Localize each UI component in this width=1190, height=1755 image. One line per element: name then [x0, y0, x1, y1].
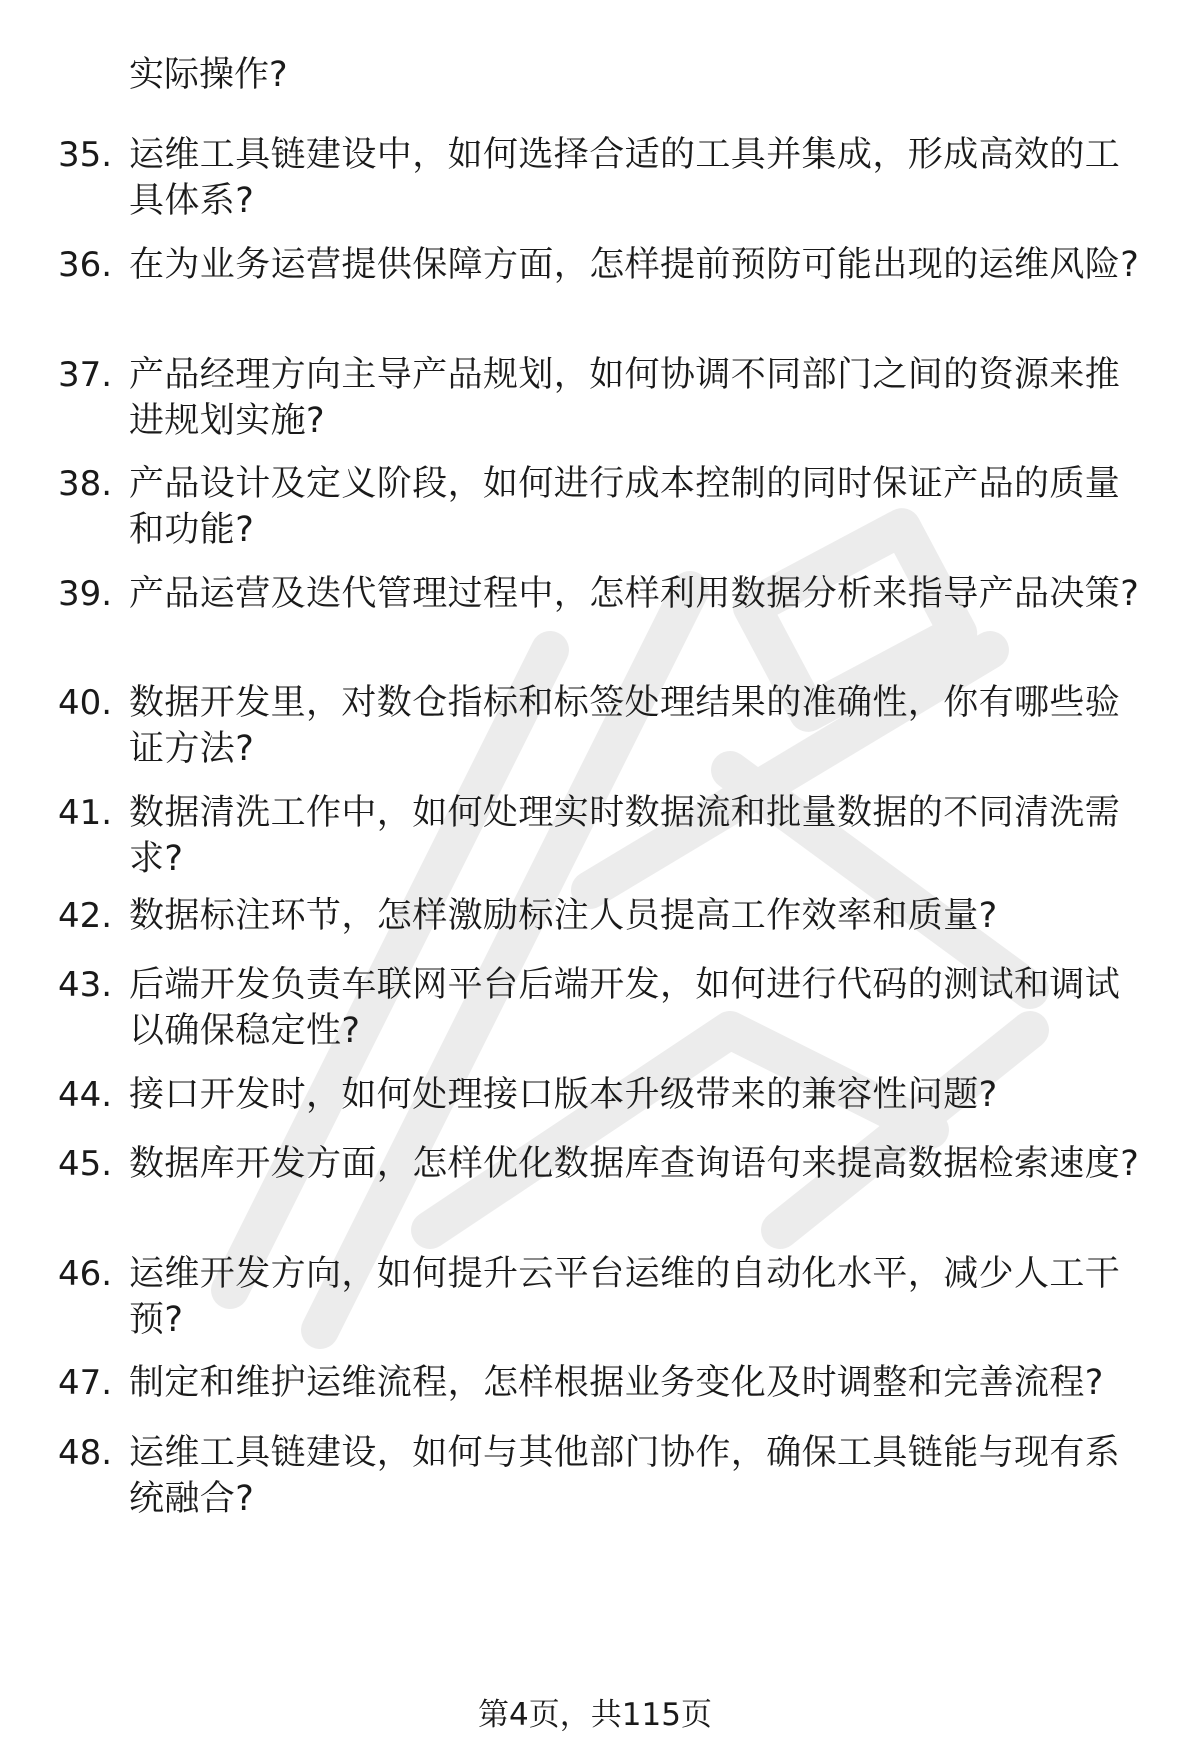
question-number: 36.: [58, 245, 113, 285]
question-item: [58, 132, 1148, 224]
question-number: 42.: [58, 896, 113, 936]
question-text: 产品经理方向主导产品规划，如何协调不同部门之间的资源来推进规划实施?: [129, 355, 1121, 441]
question-number: 43.: [58, 965, 113, 1005]
question-item: [58, 962, 1148, 1054]
page-footer: 第4页，共115页: [478, 1697, 712, 1733]
question-item: [58, 1360, 1148, 1406]
question-number: 48.: [58, 1433, 113, 1473]
question-item: [58, 1072, 1148, 1118]
question-number: 35.: [58, 135, 113, 175]
question-text: 数据清洗工作中，如何处理实时数据流和批量数据的不同清洗需求?: [129, 793, 1121, 879]
question-item: [58, 790, 1148, 882]
question-text: 在为业务运营提供保障方面，怎样提前预防可能出现的运维风险?: [129, 245, 1140, 285]
question-item: [58, 242, 1148, 288]
question-item: [58, 352, 1148, 444]
question-item: [58, 461, 1148, 553]
question-number: 39.: [58, 574, 113, 614]
question-text: 接口开发时，如何处理接口版本升级带来的兼容性问题?: [129, 1075, 998, 1115]
question-item: [58, 1430, 1148, 1522]
question-number: 40.: [58, 683, 113, 723]
question-number: 38.: [58, 464, 113, 504]
question-number: 45.: [58, 1144, 113, 1184]
question-text: 制定和维护运维流程，怎样根据业务变化及时调整和完善流程?: [129, 1363, 1104, 1403]
question-number: 44.: [58, 1075, 113, 1115]
question-text: 运维工具链建设中，如何选择合适的工具并集成，形成高效的工具体系?: [129, 135, 1121, 221]
question-text: 运维工具链建设，如何与其他部门协作，确保工具链能与现有系统融合?: [129, 1433, 1121, 1519]
continuation-text: 实际操作?: [129, 55, 288, 95]
question-text: 后端开发负责车联网平台后端开发，如何进行代码的测试和调试以确保稳定性?: [129, 965, 1121, 1051]
question-number: 41.: [58, 793, 113, 833]
question-item: [58, 680, 1148, 772]
question-text: 数据开发里，对数仓指标和标签处理结果的准确性，你有哪些验证方法?: [129, 683, 1121, 769]
question-text: 运维开发方向，如何提升云平台运维的自动化水平，减少人工干预?: [129, 1254, 1121, 1340]
question-number: 46.: [58, 1254, 113, 1294]
question-item: [58, 571, 1148, 617]
question-text: 数据标注环节，怎样激励标注人员提高工作效率和质量?: [129, 896, 998, 936]
question-text: 数据库开发方面，怎样优化数据库查询语句来提高数据检索速度?: [129, 1144, 1140, 1184]
question-number: 37.: [58, 355, 113, 395]
question-text: 产品设计及定义阶段，如何进行成本控制的同时保证产品的质量和功能?: [129, 464, 1121, 550]
question-text: 产品运营及迭代管理过程中，怎样利用数据分析来指导产品决策?: [129, 574, 1140, 614]
question-number: 47.: [58, 1363, 113, 1403]
question-item: [58, 893, 1148, 939]
question-item: [58, 1251, 1148, 1343]
question-item: [58, 1141, 1148, 1187]
